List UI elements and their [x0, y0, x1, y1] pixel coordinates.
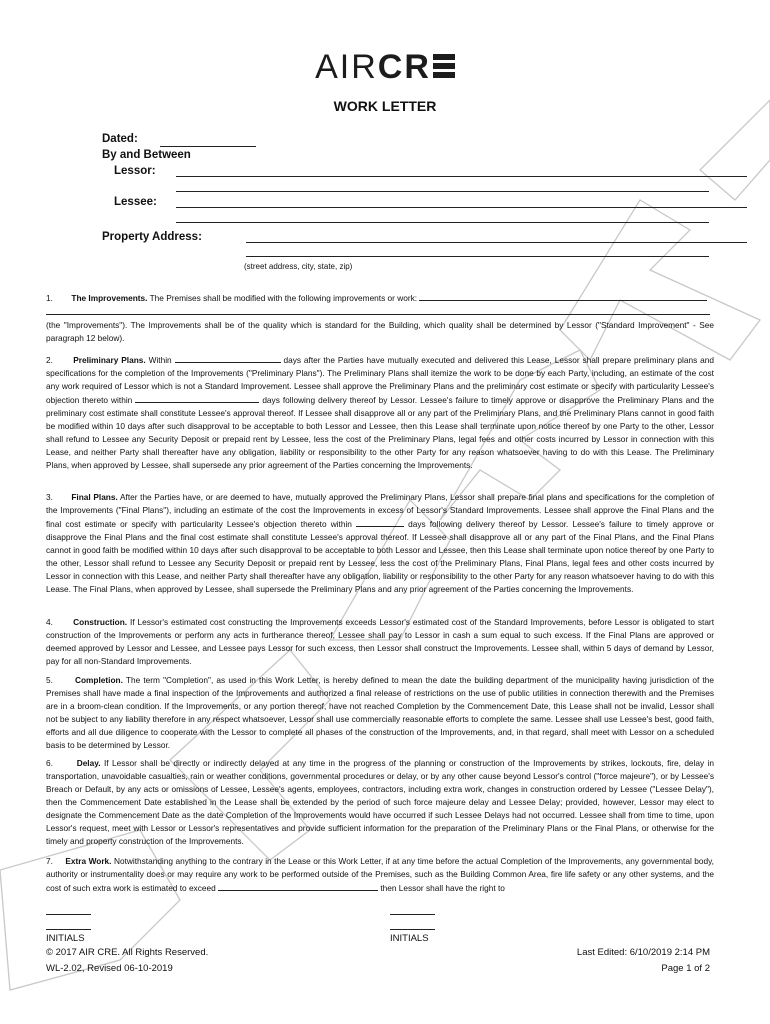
section-2: 2. Preliminary Plans. Within days after the Parties have mutually executed and delivered this Lease, Lessor shall prepare preliminary plans and specifications for the completion of the Improvements ("Preliminary Plans"). The Preliminary Plans shall itemize the work to be done by each Party, including, an estimate of the cost any work required of Lessor which is not a Standard Improvement. Lessee shall approve the Preliminary Plans and the preliminary cost estimate or specify with particularity Lessee's objection thereto within days following delivery thereof by Lessor. Lessee's failure to timely approve or disapprove the Preliminary Plans and the preliminary cost estimate shall constitute Lessee's approval thereof. If Lessee shall disapprove all or any part of the Preliminary Plans, and the Preliminary Plans cannot in good faith be modified within 10 days after such disapproval to be acceptable to both Lessor and Lessee, then this Lease shall terminate upon notice thereof by one Party to the other, Lessor shall refund to Lessee any Security Deposit or prepaid rent by Lessee, less the cost of the Preliminary Plans, legal fees and other costs incurred by Lessor in connection with this Lease, and neither Party shall thereafter have any obligation, liability or responsibility to the other Party for any reason whatsoever having to do with this Lease. The Preliminary Plans, when approved by Lessee, shall supersede any prior agreement of the Parties concerning the Improvements. [46, 355, 715, 470]
property-address-field-2[interactable] [246, 256, 709, 257]
form-id: WL-2.02, Revised 06-10-2019 [46, 963, 173, 974]
improvements-field-2[interactable] [46, 314, 710, 315]
initials-left-line-2[interactable] [46, 929, 91, 930]
section-7-title: Extra Work. [65, 856, 112, 866]
address-hint: (street address, city, state, zip) [244, 262, 353, 271]
section-1: 1. The Improvements. The Premises shall be modified with the following improvements or work: [46, 291, 714, 305]
improvements-field[interactable] [419, 291, 707, 301]
copyright: © 2017 AIR CRE. All Rights Reserved. [46, 947, 209, 958]
preliminary-days-field[interactable] [175, 353, 281, 363]
final-approval-days-field[interactable] [356, 517, 404, 527]
page-number: Page 1 of 2 [661, 963, 710, 974]
last-edited: Last Edited: 6/10/2019 2:14 PM [576, 947, 710, 958]
dated-field[interactable] [160, 146, 256, 147]
section-6: 6. Delay. If Lessor shall be directly or indirectly delayed at any time in the progress of the planning or construction of the Improvements by strikes, lockouts, fire, delay in transportation, unavoidable casualties, rain or weather conditions, governmental procedures or delay, or by any other cause beyond Lessor's control ("force majeure"), or by Lessee's Breach or Default, by any acts or omissions of Lessee, Lessee's agents, employees, contractors, including extra work, changes in construction ordered by Lessee ("Lessee Delay"), then the Commencement Date established in the Lease shall be extended by the period of such force majeure delay and Lessee Delay; provided, however, Lessor may elect to designate the Commencement Date as the date Completion of the Improvements would have occurred if such Lessee Delays had not occurred. Lessee shall from time to time, upon Lessor's request, meet with Lessor or Lessor's representatives and provide sufficient information for the preparation of the Preliminary Plans or the Final Plans, or otherwise for the timely and property construction of the Improvements. [46, 758, 715, 846]
initials-right-line-2[interactable] [390, 929, 435, 930]
initials-left-line-1[interactable] [46, 914, 91, 915]
by-and-between-label: By and Between [102, 149, 191, 161]
section-4-title: Construction. [73, 617, 128, 627]
section-6-title: Delay. [76, 758, 101, 768]
lessor-field-2[interactable] [176, 191, 709, 192]
property-address-field-1[interactable] [246, 242, 747, 243]
air-cre-logo: AIRCR [0, 48, 770, 87]
lessee-label: Lessee: [114, 196, 157, 208]
lessor-label: Lessor: [114, 165, 156, 177]
lessee-field-1[interactable] [176, 207, 747, 208]
section-3: 3. Final Plans. After the Parties have, or are deemed to have, mutually approved the Preliminary Plans, Lessor shall prepare final plans and specifications for the completion of the Improvements ("Final Plans"), including an estimate of the cost the Improvements in excess of Lessor's Standard Improvements. Lessee shall approve the Final Plans and the final cost estimate or specify with particularity Lessee's objection thereto within days following delivery thereof by Lessor. Lessee's failure to timely approve or disapprove the Final Plans and the final cost estimate shall constitute Lessee's approval thereof. If Lessee shall disapprove all or any part of the Final Plans, and the Final Plans cannot in good faith be modified within 10 days after such disapproval to be acceptable to both Lessor and Lessee, then this Lease shall terminate upon notice thereof by one Party to the other, Lessor shall refund to Lessee any Security Deposit or prepaid rent by Lessee, less the cost of the Preliminary Plans, Final Plans, legal fees and other costs incurred by Lessor in connection with this Lease, and neither Party shall thereafter have any obligation, liability or responsibility to the other Party for any reason whatsoever having to do with this Lease. The Final Plans, when approved by Lessee, shall supersede the Preliminary Plans and any prior agreement of the Parties concerning the Improvements. [46, 492, 715, 594]
section-1-title: The Improvements. [71, 293, 148, 303]
initials-left-label: INITIALS [46, 933, 85, 944]
section-5-title: Completion. [74, 675, 123, 685]
section-2-title: Preliminary Plans. [73, 355, 146, 365]
extra-work-amount-field[interactable] [218, 881, 378, 891]
property-address-label: Property Address: [102, 231, 202, 243]
section-5: 5. Completion. The term "Completion", as used in this Work Letter, is hereby defined to mean the date the building department of the municipality having jurisdiction of the Premises shall have made a final inspection of the Improvements and authorized a final release of restrictions on the use of public utilities in connection therewith and the Premises are in a broom-clean condition. If the Improvements, or any portion thereof, have not reached Completion by the Commencement Date, this Lease shall not be invalid, Lessor shall not be subject to any liability therefore in any respect whatsoever, Lessor shall use commercially reasonable efforts to complete the same. Lessee shall use Lessee's best, good faith, efforts and all due diligence to cooperate with the Lessor to complete all phases of the construction of the Improvements, and, in that regard, shall meet with Lessor on a scheduled basis to be determined by Lessor. [46, 675, 715, 750]
lessee-field-2[interactable] [176, 222, 709, 223]
section-4: 4. Construction. If Lessor's estimated cost constructing the Improvements exceeds Lessor's estimated cost of the Standard Improvements, before Lessor is obligated to start construction of the Improvements or perform any acts in furtherance thereof, Lessee shall pay to Lessor in cash a sum equal to such excess. If the Final Plans are approved or deemed approved by Lessor and Lessee, and Lessee pays Lessor for such excess, then Lessor shall construct the Improvements. Lessee shall, within 5 days of demand by Lessor, pay for all non-Standard Improvements. [46, 617, 714, 666]
dated-label: Dated: [102, 133, 138, 145]
logo-bars-icon [433, 54, 455, 80]
section-3-title: Final Plans. [71, 492, 118, 502]
preliminary-approval-days-field[interactable] [135, 393, 259, 403]
lessor-field-1[interactable] [176, 176, 747, 177]
initials-right-label: INITIALS [390, 933, 429, 944]
initials-right-line-1[interactable] [390, 914, 435, 915]
section-1-cont: (the "Improvements"). The Improvements shall be of the quality which is standard for the Building, which quality shall be determined by Lessor ("Standard Improvement" - See paragraph 12 below). [46, 320, 714, 343]
section-7: 7. Extra Work. Notwithstanding anything to the contrary in the Lease or this Work Letter, if at any time before the actual Completion of the Improvements, any governmental body, authority or instrumentality does or may require any work to be performed outside of the Premises, such as the Building Common Area, fire life safety or any other systems, and the cost of such extra work is estimated to exceed then Lessor shall have the right to [46, 856, 714, 893]
document-title: WORK LETTER [333, 98, 437, 114]
